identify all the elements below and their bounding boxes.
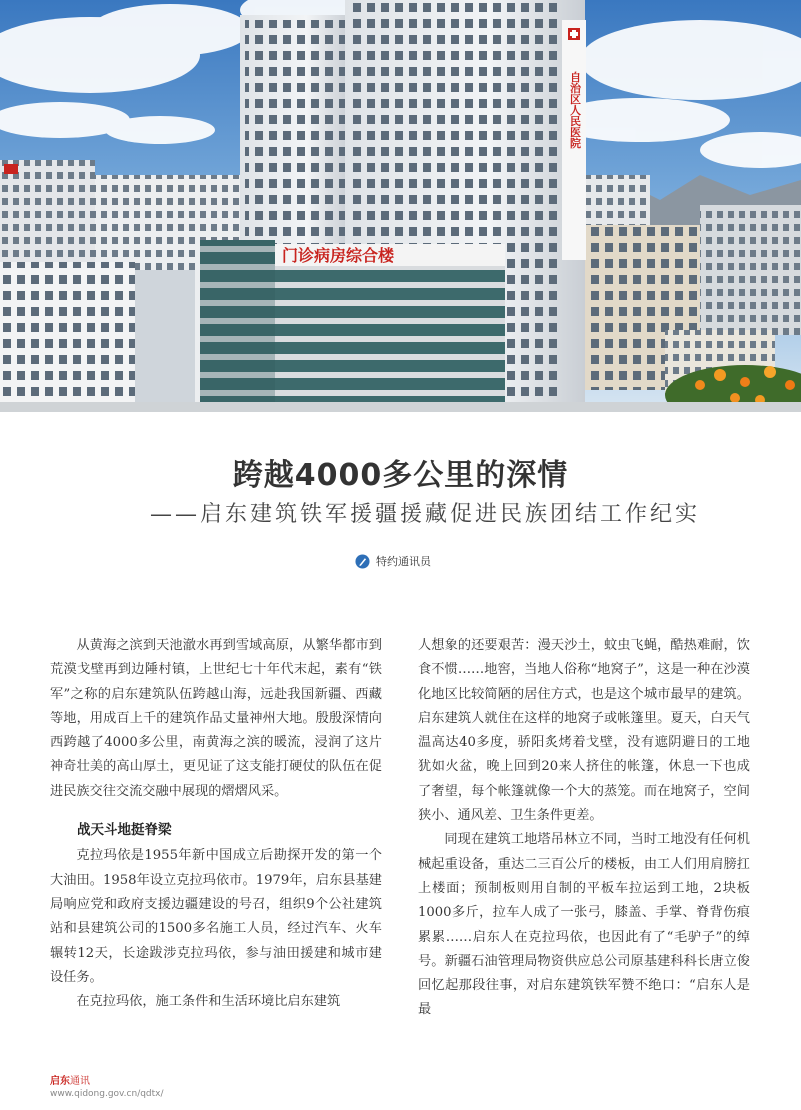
footer-brand	[50, 1076, 164, 1088]
hero-photo	[0, 0, 801, 412]
section-heading: 战天斗地挺脊梁	[77, 822, 172, 839]
page-footer	[50, 1076, 164, 1100]
hospital-vertical-sign: 自治区人民医院	[568, 71, 582, 149]
paragraph: 在克拉玛依，施工条件和生活环境比启东建筑	[76, 994, 341, 1010]
article-title: 跨越4000多公里的深情	[232, 458, 569, 493]
footer-brand-bold: 启东	[50, 1076, 70, 1087]
hospital-building-photo	[0, 0, 801, 412]
byline	[355, 553, 431, 569]
byline-text: 特约通讯员	[376, 555, 431, 568]
complex-building-sign: 门诊病房综合楼	[282, 246, 395, 265]
article-subtitle: ——启东建筑铁军援疆援藏促进民族团结工作纪实	[150, 502, 701, 527]
paragraph: 同现在建筑工地塔吊林立不同，当时工地没有任何机械起重设备，重达二三百公斤的楼板，由工人们用肩膀扛上楼面；预制板则用自制的平板车拉运到工地，2块板1000多斤，拉车人成了一张弓，膝盖、手掌、脊背伤痕累累……启东人在克拉玛依，也因此有了“毛驴子”的绰号。新疆石油管理局物资供应总公司原基建科科长唐立俊回忆起那段往事，对启东建筑铁军赞不绝口：“启东人是最	[418, 832, 750, 1018]
paragraph: 从黄海之滨到天池澈水再到雪域高原，从繁华都市到荒漠戈壁再到边陲村镇，上世纪七十年代末起，素有“铁军”之称的启东建筑队伍跨越山海，远赴我国新疆、西藏等地，用成百上千的建筑作品丈量神州大地。殷殷深情向西跨越了4000多公里，南黄海之滨的暖流，浸润了这片神奇壮美的高山厚土，更见证了这支能打硬仗的队伍在促进民族交往交流交融中展现的熠熠风采。	[50, 638, 382, 799]
pen-icon	[355, 554, 370, 569]
article-column-left	[50, 634, 382, 1014]
paragraph: 克拉玛依是1955年新中国成立后勘探开发的第一个大油田。1958年设立克拉玛依市。1979年，启东县基建局响应党和政府支援边疆建设的号召，组织9个公社建筑站和县建筑公司的1500多名施工人员，经过汽车、火车辗转12天，长途跋涉克拉玛依，参与油田援建和城市建设任务。	[50, 848, 382, 985]
footer-url[interactable]: www.qidong.gov.cn/qdtx/	[50, 1089, 164, 1099]
article-column-right	[418, 634, 750, 1023]
footer-brand-light: 通讯	[70, 1076, 90, 1087]
paragraph: 人想象的还要艰苦：漫天沙土，蚊虫飞蝇，酷热难耐，饮食不惯……地窖，当地人俗称“地窝子”，这是一种在沙漠化地区比较简陋的居住方式，也是这个城市最早的建筑。启东建筑人就住在这样的地窝子或帐篷里。夏天，白天气温高达40多度，骄阳炙烤着戈壁，没有遮阴避日的工地犹如火盆，晚上回到20来人挤住的帐篷，休息一下也成了奢望，每个帐篷就像一个大的蒸笼。而在地窝子，空间狭小、通风差、卫生条件更差。	[418, 638, 750, 824]
